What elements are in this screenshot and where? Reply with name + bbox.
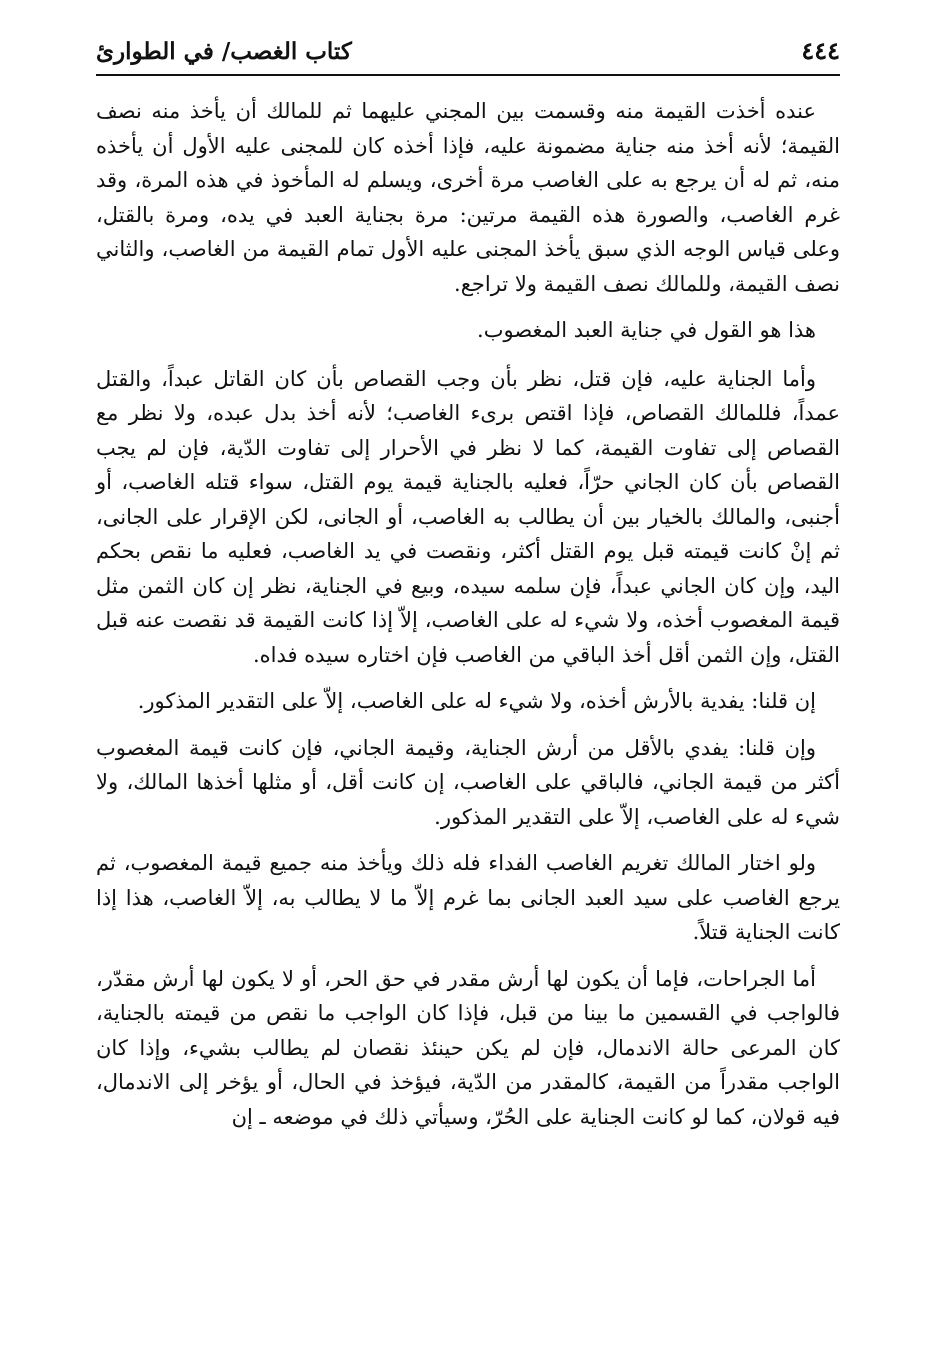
paragraph: هذا هو القول في جناية العبد المغصوب. <box>477 318 816 342</box>
paragraph: إن قلنا: يفدية بالأرش أخذه، ولا شيء له على الغاصب، إلاّ على التقدير المذكور. <box>137 689 816 713</box>
page-header <box>96 30 840 76</box>
body-text <box>96 94 840 1146</box>
paragraph: عنده أخذت القيمة منه وقسمت بين المجني عليهما ثم للمالك أن يأخذ منه نصف القيمة؛ لأنه أخذ منه جناية مضمونة عليه، فإذا أخذه كان للمجنى عليه الأول أن يأخذه منه، ثم له أن يرجع به على الغاصب مرة أخرى، ويسلم له المأخوذ في هذه المرة، وقد غرم الغاصب، والصورة هذه القيمة مرتين: مرة بجناية العبد في يده، ومرة بالقتل، وعلى قياس الوجه الذي سبق يأخذ المجنى عليه الأول تمام القيمة من الغاصب، والثاني نصف القيمة، وللمالك نصف القيمة ولا تراجع. <box>96 99 840 296</box>
paragraph: ولو اختار المالك تغريم الغاصب الفداء فله ذلك ويأخذ منه جميع قيمة المغصوب، ثم يرجع الغاصب على سيد العبد الجانى بما غرم إلاّ ما لا يطالب به، إلاّ الغاصب، هذا إذا كانت الجناية قتلاً. <box>96 851 840 944</box>
header-rule <box>96 74 840 76</box>
page-number: ٤٤٤ <box>801 36 840 65</box>
paragraph: وأما الجناية عليه، فإن قتل، نظر بأن وجب القصاص بأن كان القاتل عبداً، والقتل عمداً، فللمالك القصاص، فإذا اقتص برىء الغاصب؛ لأنه أخذ بدل عبده، ولا نظر مع القصاص إلى تفاوت القيمة، كما لا نظر في الأحرار إلى تفاوت الدّية، فإن لم يجب القصاص بأن كان الجاني حرّاً، فعليه بالجناية قيمة يوم القتل، سواء قتله الغاصب، أو أجنبى، والمالك بالخيار بين أن يطالب به الغاصب، أو الجانى، لكن الإقرار على الجانى، ثم إنْ كانت قيمته قبل يوم القتل أكثر، ونقصت في يد الغاصب، فعليه ما نقص بحكم اليد، وإن كان الجاني عبداً، فإن سلمه سيده، وبيع في الجناية، نظر إن كان الثمن مثل قيمة المغصوب أخذه، ولا شيء له على الغاصب، إلاّ إذا كانت القيمة قد نقصت عنه قبل القتل، وإن الثمن أقل أخذ الباقي من الغاصب فإن اختاره سيده فداه. <box>96 366 840 667</box>
paragraph: أما الجراحات، فإما أن يكون لها أرش مقدر في حق الحر، أو لا يكون لها أرش مقدّر، فالواجب في القسمين ما بينا من قبل، فإذا كان الواجب ما نقص من قيمته بالجناية، كان المرعى حالة الاندمال، فإن لم يكن حينئذ نقصان لم يطالب بشيء، وإذا كان الواجب مقدراً من القيمة، كالمقدر من الدّية، فيؤخذ في الحال، أو يؤخر إلى الاندمال، فيه قولان، كما لو كانت الجناية على الحُرّ، وسيأتي ذلك في موضعه ـ إن <box>96 966 840 1129</box>
running-title: كتاب الغصب/ في الطوارئ <box>96 38 352 65</box>
paragraph: وإن قلنا: يفدي بالأقل من أرش الجناية، وقيمة الجاني، فإن كانت قيمة المغصوب أكثر من قيمة الجاني، فالباقي على الغاصب، إن كانت أقل، أو مثلها أخذها المالك، ولا شيء له على الغاصب، إلاّ على التقدير المذكور. <box>96 735 840 829</box>
